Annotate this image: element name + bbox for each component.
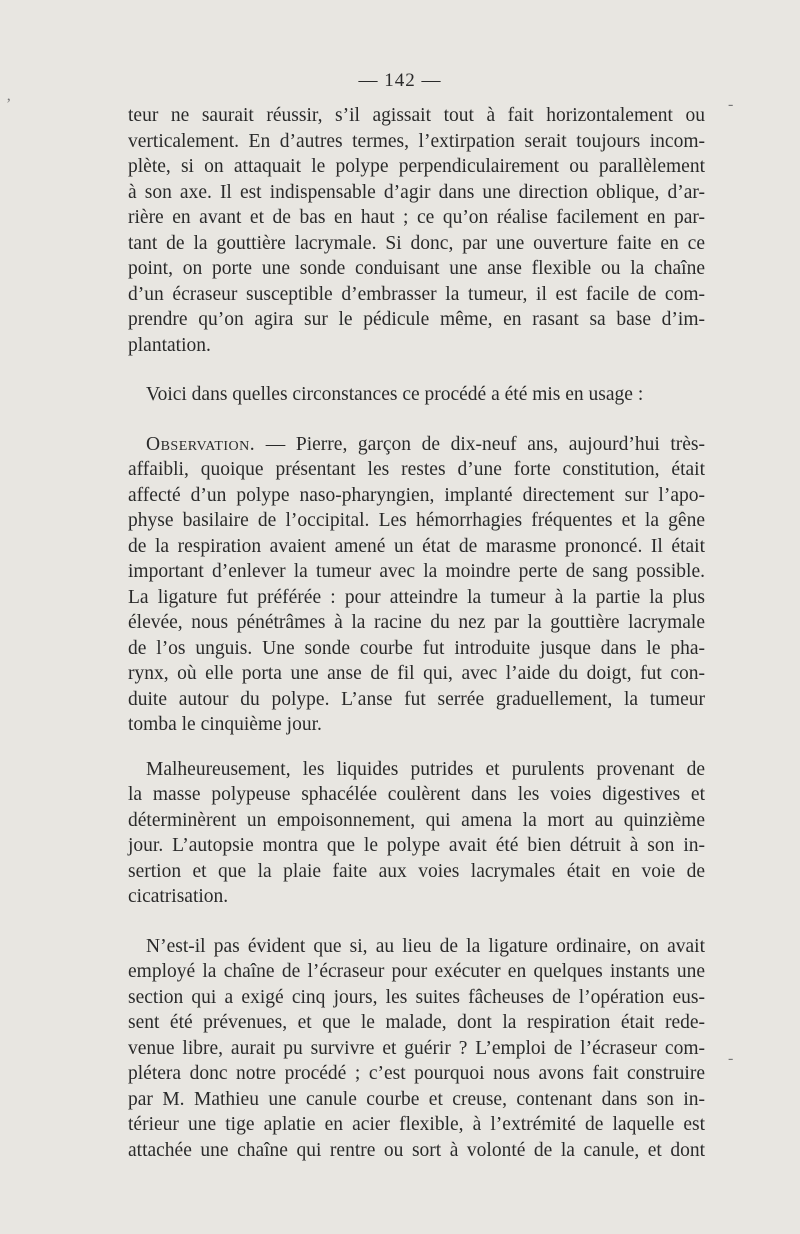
text-line: de la respiration avaient amené un état de marasme prononcé. Il était — [128, 535, 705, 557]
text-line: par M. Mathieu une canule courbe et creuse, contenant dans son in- — [128, 1088, 705, 1110]
text-line: térieur une tige aplatie en acier flexible, à l’extrémité de laquelle est — [128, 1114, 705, 1135]
margin-mark: ʼ — [6, 96, 12, 113]
text-line: affaibli, quoique présentant les restes d’une forte constitution, était — [128, 459, 705, 480]
text-line: de l’os unguis. Une sonde courbe fut introduite jusque dans le pha- — [128, 637, 705, 659]
text-line: affecté d’un polype naso-pharyngien, implanté directement sur l’apo- — [128, 484, 705, 506]
text-line: point, on porte une sonde conduisant une anse flexible ou la chaîne — [128, 258, 705, 279]
text-line: d’un écraseur susceptible d’embrasser la tumeur, il est facile de com- — [128, 283, 705, 305]
text-line: plète, si on attaquait le polype perpendiculairement ou parallèlement — [128, 156, 705, 177]
text-line: Voici dans quelles circonstances ce procédé a été mis en usage : — [146, 384, 644, 405]
text-line: physe basilaire de l’occipital. Les hémorrhagies fréquentes et la gêne — [128, 510, 705, 531]
text-line: sent été prévenues, et que le malade, dont la respiration était rede- — [128, 1012, 705, 1033]
text-line: teur ne saurait réussir, s’il agissait tout à fait horizontalement ou — [128, 105, 705, 126]
text-line: plétera donc notre procédé ; c’est pourquoi nous avons fait construire — [128, 1063, 705, 1084]
body-text — [128, 103, 705, 1163]
text-line: tomba le cinquième jour. — [128, 714, 322, 735]
text-line: prendre qu’on agira sur le pédicule même, en rasant sa base d’im- — [128, 309, 705, 330]
paragraph-5 — [128, 934, 705, 1164]
text-line: à son axe. Il est indispensable d’agir dans une direction oblique, d’ar- — [128, 181, 705, 203]
text-line: rière en avant et de bas en haut ; ce qu’on réalise facilement en par- — [128, 207, 705, 228]
paragraph-1 — [128, 103, 705, 358]
text-line: la masse polypeuse sphacélée coulèrent dans les voies digestives et — [128, 784, 705, 805]
text-line: duite autour du polype. L’anse fut serrée graduellement, la tumeur — [128, 688, 705, 710]
text-line: important d’enlever la tumeur avec la moindre perte de sang possible. — [128, 561, 705, 582]
paragraph-4 — [128, 757, 705, 910]
text-line — [128, 432, 705, 458]
text-line: cicatrisation. — [128, 886, 229, 907]
page-number: — 142 — — [358, 70, 442, 91]
text-line: sertion et que la plaie faite aux voies lacrymales était en voie de — [128, 860, 705, 882]
text-line: rynx, où elle porta une anse de fil qui, avec l’aide du doigt, fut con- — [128, 663, 705, 684]
text-line: jour. L’autopsie montra que le polype avait été bien détruit à son in- — [128, 835, 705, 856]
text-line: La ligature fut préférée : pour atteindre la tumeur à la partie la plus — [128, 586, 705, 608]
text-line: tant de la gouttière lacrymale. Si donc, par une ouverture faite en ce — [128, 232, 705, 254]
text-line: élevée, nous pénétrâmes à la racine du nez par la gouttière lacrymale — [128, 612, 705, 633]
text-line: section qui a exigé cinq jours, les suites fâcheuses de l’opération eus- — [128, 986, 705, 1008]
text-line: N’est-il pas évident que si, au lieu de la ligature ordinaire, on avait — [146, 935, 705, 957]
margin-mark: - — [728, 96, 734, 113]
text-line: verticalement. En d’autres termes, l’extirpation serait toujours incom- — [128, 130, 705, 152]
paragraph-2 — [128, 382, 705, 408]
paragraph-observation — [128, 432, 705, 738]
text-line: attachée une chaîne qui rentre ou sort à volonté de la canule, et dont — [128, 1139, 705, 1161]
text-line: employé la chaîne de l’écraseur pour exécuter en quelques instants une — [128, 961, 705, 982]
text-line: Malheureusement, les liquides putrides et purulents provenant de — [146, 758, 705, 780]
text-line: plantation. — [128, 334, 211, 356]
text-line-rest: — Pierre, garçon de dix-neuf ans, aujourd’hui très- — [255, 433, 705, 455]
text-line: venue libre, aurait pu survivre et guérir ? L’emploi de l’écraseur com- — [128, 1037, 705, 1059]
text-line: déterminèrent un empoisonnement, qui amena la mort au quinzième — [128, 809, 705, 831]
observation-heading: Observation. — [146, 433, 256, 455]
margin-mark: - — [728, 1050, 734, 1067]
